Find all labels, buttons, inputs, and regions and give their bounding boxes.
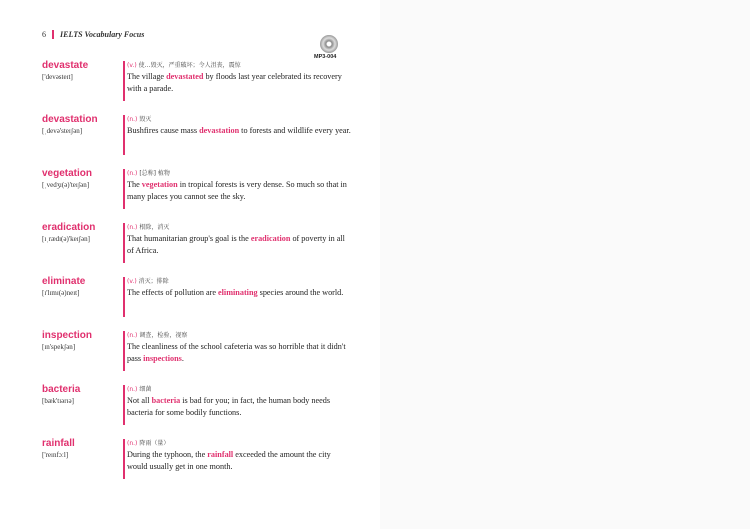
example-text: to forests and wildlife every year. (239, 126, 351, 135)
example-text: Bushfires cause mass (127, 126, 200, 135)
example-highlight: eradication (250, 234, 291, 243)
part-of-speech: (n.) (127, 116, 138, 123)
audio-track-label: MP3-004 (314, 54, 337, 60)
book-title: IELTS Vocabulary Focus (60, 30, 145, 39)
vocab-entry (42, 222, 352, 272)
definition-text: 使…毁灭，严重破坏；令人沮丧，震惊 (138, 62, 241, 69)
example-text: Not all (127, 396, 152, 405)
part-of-speech: (n.) (127, 224, 138, 231)
part-of-speech: (v.) (127, 278, 137, 285)
example-text: The cleanliness of the school cafeteria was so horrible that it didn't pass (127, 342, 346, 363)
example-text: The effects of pollution are (127, 288, 219, 297)
definition-text: 降雨（量） (139, 440, 170, 447)
example-highlight: devastation (199, 126, 240, 135)
entry-word: vegetation (42, 168, 93, 179)
entry-definition (127, 222, 169, 231)
blank-page (380, 0, 750, 529)
entry-example (127, 233, 352, 257)
entry-definition (127, 438, 169, 447)
part-of-speech: (n.) (127, 332, 138, 339)
entry-word: rainfall (42, 438, 75, 449)
example-highlight: rainfall (207, 450, 234, 459)
example-text: The (127, 180, 142, 189)
entry-rule (123, 277, 125, 317)
entry-rule (123, 169, 125, 209)
entry-definition (127, 60, 241, 69)
example-highlight: eliminating (218, 288, 258, 297)
entry-phonetic: ['reɪnfɔːl] (42, 451, 69, 459)
entry-phonetic: [ɪ'lɪmɪ(ə)neɪt] (42, 289, 80, 297)
part-of-speech: (n.) (127, 386, 138, 393)
definition-text: 根除，消灭 (139, 224, 170, 231)
example-text: of poverty in all of Africa. (127, 234, 345, 255)
entry-example (127, 449, 352, 473)
definition-text: [总称] 植物 (139, 170, 170, 177)
entry-rule (123, 115, 125, 155)
entry-phonetic: ['devəsteɪt] (42, 73, 73, 81)
definition-text: 细菌 (139, 386, 152, 393)
entry-phonetic: [ˌvedʒɪ(ə)'teɪʃən] (42, 181, 90, 189)
example-highlight: inspections (143, 354, 182, 363)
page-number: 6 (42, 30, 46, 39)
example-highlight: devastated (166, 72, 204, 81)
vocab-entry (42, 384, 352, 434)
entry-rule (123, 439, 125, 479)
example-text: is bad for you; in fact, the human body needs bacteria for some bodily functions. (127, 396, 331, 417)
definition-text: 毁灭 (139, 116, 152, 123)
part-of-speech: (v.) (127, 62, 137, 69)
entry-word: inspection (42, 330, 93, 341)
entry-example (127, 125, 352, 137)
entry-phonetic: [ˌdevə'steɪʃən] (42, 127, 83, 135)
entry-example (127, 287, 352, 299)
entry-rule (123, 385, 125, 425)
entry-phonetic: [ɪˌrædɪ(ə)'keɪʃən] (42, 235, 90, 243)
vocab-entry (42, 114, 352, 164)
part-of-speech: (n.) (127, 440, 138, 447)
page-header (42, 30, 144, 39)
example-text: During the typhoon, the (127, 450, 208, 459)
vocab-entry (42, 330, 352, 380)
entry-definition (127, 114, 151, 123)
part-of-speech: (n.) (127, 170, 138, 177)
vocab-entry (42, 438, 352, 488)
vocab-entry (42, 168, 352, 218)
example-highlight: vegetation (141, 180, 178, 189)
entry-example (127, 395, 352, 419)
example-text: by floods last year celebrated its recovery with a parade. (127, 72, 342, 93)
entry-definition (127, 384, 151, 393)
entry-definition (127, 276, 169, 285)
example-text: The village (127, 72, 167, 81)
entry-word: devastation (42, 114, 98, 125)
entry-example (127, 341, 352, 365)
cd-icon (320, 35, 338, 53)
example-text: in tropical forests is very dense. So much so that in many places you cannot see the sky. (127, 180, 347, 201)
example-text: That humanitarian group's goal is the (127, 234, 251, 243)
example-text: . (181, 354, 184, 363)
entry-example (127, 179, 352, 203)
entry-word: devastate (42, 60, 89, 71)
entry-rule (123, 331, 125, 371)
example-text: species around the world. (257, 288, 344, 297)
definition-text: 消灭；排除 (138, 278, 169, 285)
header-divider (52, 30, 54, 39)
definition-text: 调查，检验，视察 (139, 332, 188, 339)
entry-word: eradication (42, 222, 96, 233)
entry-definition (127, 330, 187, 339)
example-highlight: bacteria (151, 396, 181, 405)
entry-word: eliminate (42, 276, 86, 287)
entry-definition (127, 168, 170, 177)
entry-phonetic: [bæk'tɪərɪə] (42, 397, 74, 405)
example-text: exceeded the amount the city would usually get in one month. (127, 450, 331, 471)
entry-rule (123, 61, 125, 101)
entry-word: bacteria (42, 384, 81, 395)
entry-phonetic: [ɪn'spekʃən] (42, 343, 76, 351)
entry-rule (123, 223, 125, 263)
entry-example (127, 71, 352, 95)
vocab-entry (42, 276, 352, 326)
vocab-entry (42, 60, 352, 110)
